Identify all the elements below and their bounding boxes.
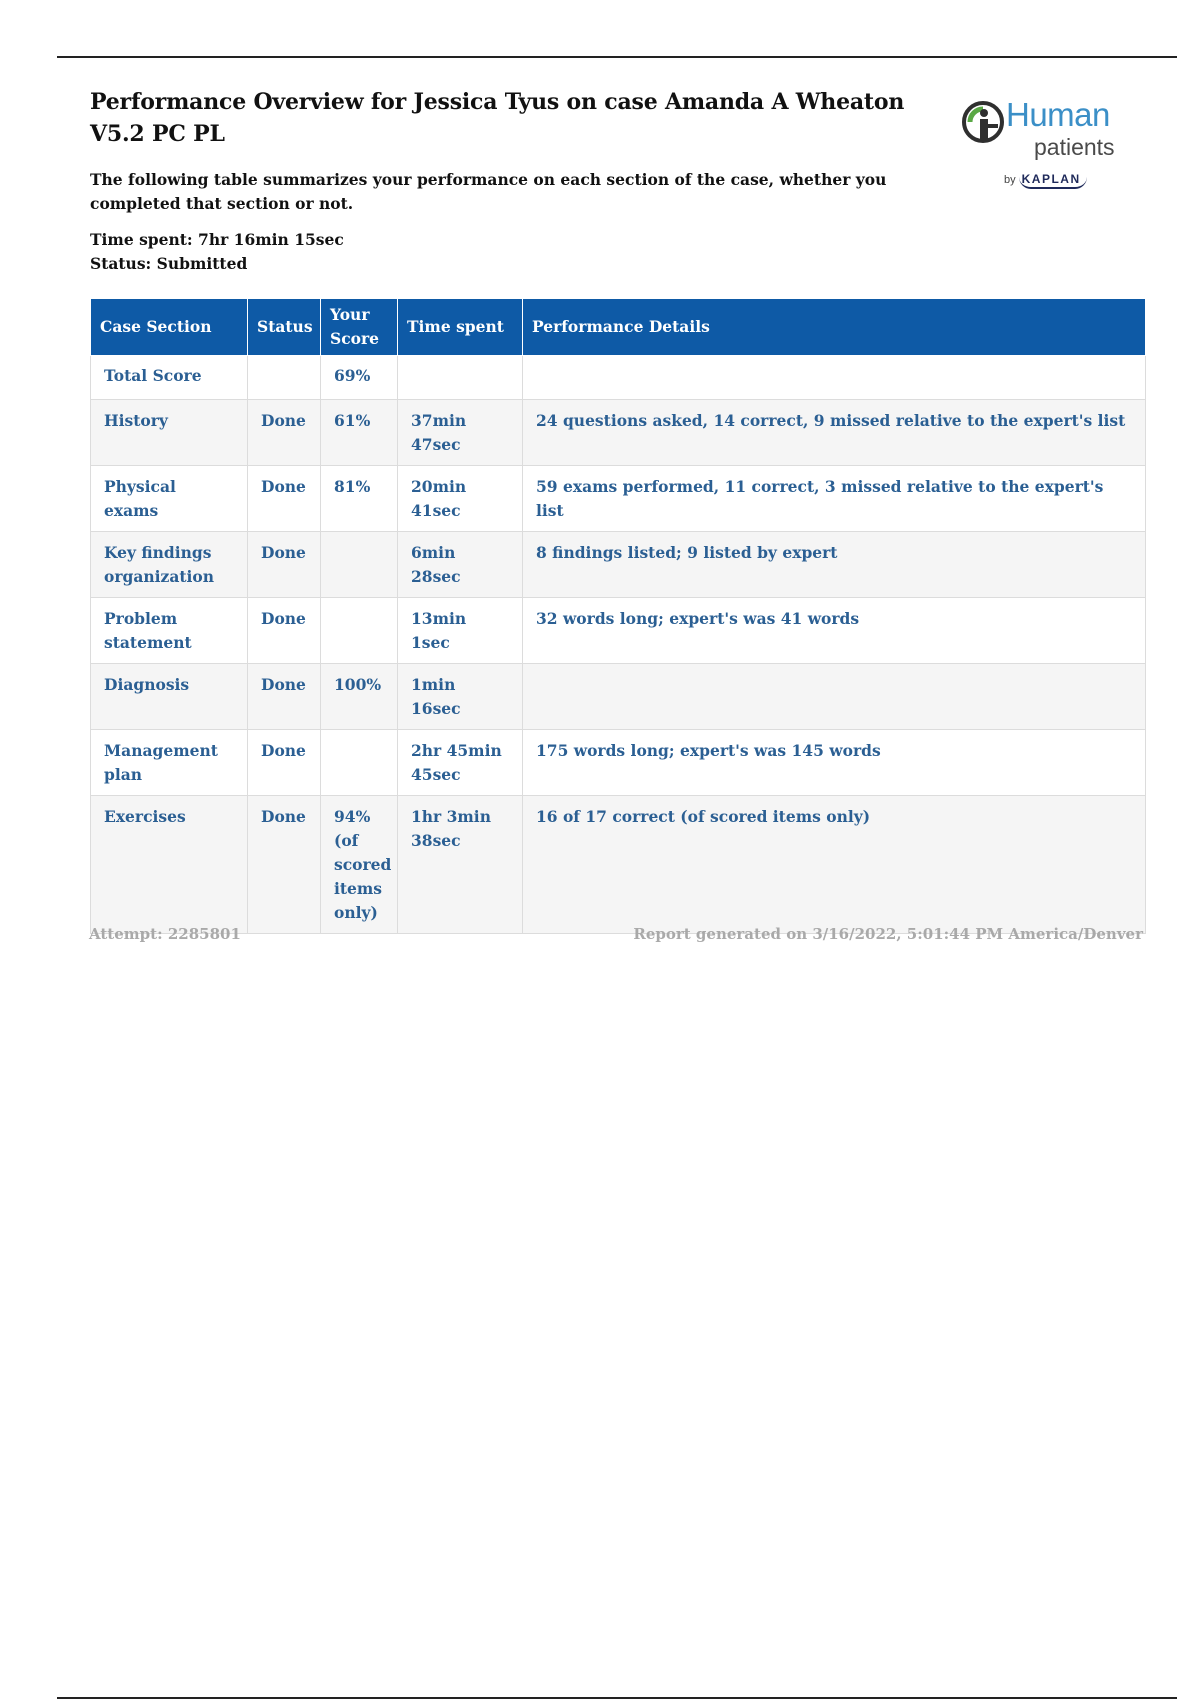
cell-status: Done bbox=[248, 466, 321, 532]
table-row-physical-exams bbox=[91, 466, 1146, 532]
cell-time: 6min 28sec bbox=[398, 532, 523, 598]
logo-by: by bbox=[1004, 174, 1016, 186]
column-header-case-section: Case Section bbox=[91, 299, 248, 356]
status-text: Status: Submitted bbox=[90, 254, 248, 273]
cell-section: Problem statement bbox=[91, 598, 248, 664]
table-row-management-plan bbox=[91, 730, 1146, 796]
summary-meta bbox=[90, 228, 1147, 276]
table-row-key-findings bbox=[91, 532, 1146, 598]
cell-score: 69% bbox=[321, 356, 398, 400]
table-header-row bbox=[91, 299, 1146, 356]
cell-score bbox=[321, 598, 398, 664]
cell-status: Done bbox=[248, 400, 321, 466]
column-header-time-spent: Time spent bbox=[398, 299, 523, 356]
cell-score: 61% bbox=[321, 400, 398, 466]
cell-time: 13min 1sec bbox=[398, 598, 523, 664]
performance-table bbox=[90, 298, 1146, 934]
cell-status: Done bbox=[248, 796, 321, 934]
column-header-performance-details: Performance Details bbox=[523, 299, 1146, 356]
cell-status: Done bbox=[248, 730, 321, 796]
cell-section: Exercises bbox=[91, 796, 248, 934]
page-title: Performance Overview for Jessica Tyus on case Amanda A Wheaton V5.2 PC PL bbox=[90, 89, 905, 147]
cell-score: 94% (of scored items only) bbox=[321, 796, 398, 934]
cell-time bbox=[398, 356, 523, 400]
cell-score bbox=[321, 730, 398, 796]
cell-details: 8 findings listed; 9 listed by expert bbox=[523, 532, 1146, 598]
cell-time: 1hr 3min 38sec bbox=[398, 796, 523, 934]
cell-score bbox=[321, 532, 398, 598]
logo-word-human: Human bbox=[1006, 96, 1110, 133]
cell-status: Done bbox=[248, 532, 321, 598]
cell-details: 24 questions asked, 14 correct, 9 missed relative to the expert's list bbox=[523, 400, 1146, 466]
attempt-id: Attempt: 2285801 bbox=[89, 925, 241, 943]
cell-section: Physical exams bbox=[91, 466, 248, 532]
cell-section: Management plan bbox=[91, 730, 248, 796]
top-rule bbox=[57, 56, 1177, 58]
cell-time: 2hr 45min 45sec bbox=[398, 730, 523, 796]
cell-details bbox=[523, 664, 1146, 730]
cell-section: Diagnosis bbox=[91, 664, 248, 730]
cell-time: 37min 47sec bbox=[398, 400, 523, 466]
logo-byline bbox=[1004, 172, 1087, 186]
cell-status bbox=[248, 356, 321, 400]
report-header bbox=[90, 86, 1147, 296]
table-row-history bbox=[91, 400, 1146, 466]
table-row-problem-statement bbox=[91, 598, 1146, 664]
cell-details bbox=[523, 356, 1146, 400]
cell-section: Key findings organization bbox=[91, 532, 248, 598]
human-patients-logo bbox=[962, 96, 1147, 200]
cell-details: 59 exams performed, 11 correct, 3 missed relative to the expert's list bbox=[523, 466, 1146, 532]
table-row-exercises bbox=[91, 796, 1146, 934]
column-header-your-score: Your Score bbox=[321, 299, 398, 356]
cell-details: 16 of 17 correct (of scored items only) bbox=[523, 796, 1146, 934]
cell-details: 175 words long; expert's was 145 words bbox=[523, 730, 1146, 796]
cell-status: Done bbox=[248, 664, 321, 730]
cell-score: 100% bbox=[321, 664, 398, 730]
bottom-rule bbox=[57, 1697, 1177, 1699]
cell-time: 1min 16sec bbox=[398, 664, 523, 730]
cell-section: Total Score bbox=[91, 356, 248, 400]
cell-score: 81% bbox=[321, 466, 398, 532]
time-spent-text: Time spent: 7hr 16min 15sec bbox=[90, 230, 344, 249]
logo-word-patients: patients bbox=[1034, 134, 1115, 160]
cell-section: History bbox=[91, 400, 248, 466]
table-row-diagnosis bbox=[91, 664, 1146, 730]
cell-time: 20min 41sec bbox=[398, 466, 523, 532]
intro-text: The following table summarizes your performance on each section of the case, whether you completed that section or not. bbox=[90, 170, 887, 213]
cell-details: 32 words long; expert's was 41 words bbox=[523, 598, 1146, 664]
cell-status: Done bbox=[248, 598, 321, 664]
column-header-status: Status bbox=[248, 299, 321, 356]
table-row-total-score bbox=[91, 356, 1146, 400]
human-patients-logo-icon bbox=[962, 100, 1006, 144]
report-generated-timestamp: Report generated on 3/16/2022, 5:01:44 PM America/Denver bbox=[633, 925, 1143, 943]
kaplan-logo: KAPLAN bbox=[1019, 172, 1087, 189]
